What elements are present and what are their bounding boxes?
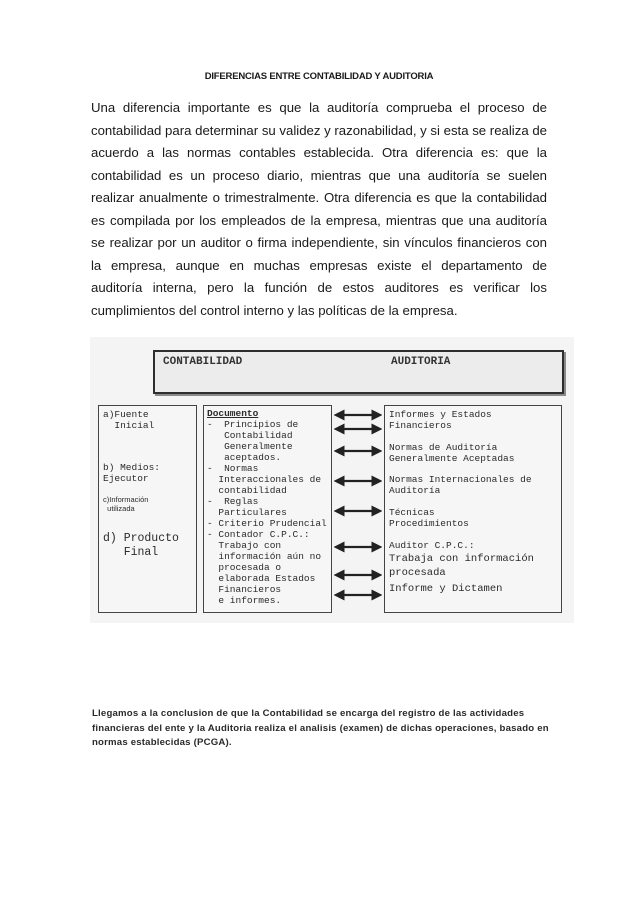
auditoria-informes: Informes y Estados Financieros: [389, 409, 492, 431]
diagram-column-criteria: [98, 405, 197, 613]
auditoria-tecnicas: Técnicas Procedimientos: [389, 507, 469, 529]
contabilidad-documento: Documento: [207, 408, 259, 419]
criteria-fuente: a)Fuente Inicial: [103, 409, 155, 431]
auditoria-normas-internacionales: Normas Internacionales de Auditoría: [389, 474, 532, 496]
conclusion-paragraph: Llegamos a la conclusion de que la Contabilidad se encarga del registro de las actividades financieras del ente y la Auditoria realiza el analisis (examen) de dichas operaciones, basado en normas establecidas (PCGA).: [92, 708, 549, 748]
contabilidad-reglas: - Reglas Particulares: [207, 496, 287, 518]
contabilidad-criterio: - Criterio Prudencial: [207, 518, 327, 529]
diagram-column-auditoria: [384, 405, 562, 613]
criteria-informacion: c)Información utilizada: [103, 495, 149, 513]
diagram-column-contabilidad: [203, 405, 332, 613]
contabilidad-contador: - Contador C.P.C.: Trabajo con información aún no procesada o elaborada Estados Financieros e informes.: [207, 529, 322, 606]
header-auditoria: AUDITORIA: [391, 356, 451, 368]
contabilidad-principios: - Principios de Contabilidad Generalmente aceptados.: [207, 419, 299, 463]
document-title: DIFERENCIAS ENTRE CONTABILIDAD Y AUDITORIA: [204, 71, 434, 82]
double-arrows: [334, 405, 382, 615]
auditoria-informe: Informe y Dictamen: [389, 583, 503, 595]
criteria-medios: b) Medios: Ejecutor: [103, 462, 161, 484]
auditoria-trabaja: Trabaja con información procesada: [389, 553, 534, 579]
contabilidad-normas: - Normas Interaccionales de contabilidad: [207, 463, 322, 496]
diagram-header: [153, 350, 564, 394]
header-contabilidad: CONTABILIDAD: [163, 356, 243, 368]
criteria-producto: d) Producto Final: [103, 532, 179, 559]
intro-paragraph: Una diferencia importante es que la auditoría comprueba el proceso de contabilidad para determinar su validez y razonabilidad, y si esta se realiza de acuerdo a las normas contables establecida. Otra diferencia es: que la contabilidad es un proceso diario, mientras que una auditoría se suelen realizar anualmente o trimestralmente. Otra diferencia es que la contabilidad es compilada por los empleados de la empresa, mientras que una auditoría se realizar por un auditor o firma independiente, sin vínculos financieros con la empresa, aunque en muchas empresas existe el departamento de auditoría interna, pero la función de estos auditores es verificar los cumplimientos del control interno y las políticas de la empresa.: [91, 100, 547, 318]
auditoria-normas: Normas de Auditoría Generalmente Aceptadas: [389, 442, 515, 464]
comparison-diagram: [90, 337, 574, 623]
auditoria-auditor: Auditor C.P.C.:: [389, 540, 475, 551]
